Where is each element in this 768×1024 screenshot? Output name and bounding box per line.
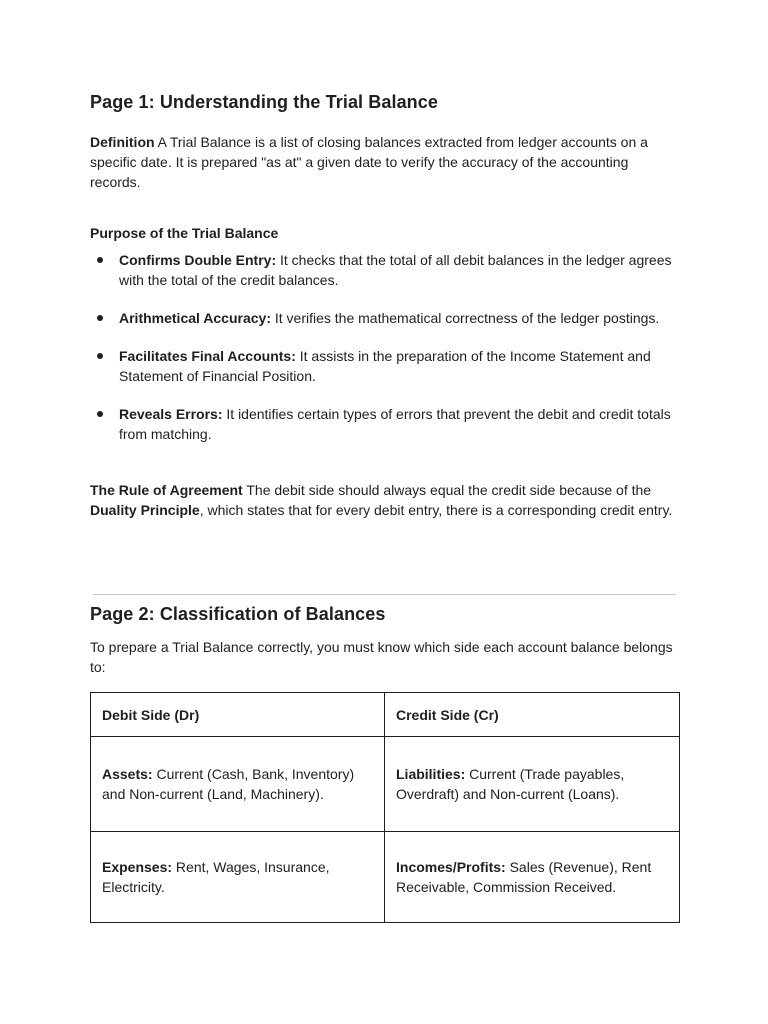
cell-label: Expenses: [102, 859, 173, 875]
table-cell [385, 737, 680, 832]
purpose-label: Arithmetical Accuracy: [119, 310, 271, 326]
purpose-label: Reveals Errors: [119, 406, 223, 422]
definition-label: Definition [90, 134, 155, 150]
intro-paragraph: To prepare a Trial Balance correctly, you must know which side each account balance belongs to: [90, 639, 673, 675]
table-cell [385, 832, 680, 923]
cell-text: Current (Trade payables, Overdraft) and Non-current (Loans). [396, 766, 625, 802]
list-item [90, 308, 680, 328]
cell-text: Sales (Revenue), Rent Receivable, Commission Received. [396, 859, 652, 895]
cell-label: Incomes/Profits: [396, 859, 506, 875]
table-row [91, 832, 680, 923]
purpose-text: It verifies the mathematical correctness of the ledger postings. [270, 310, 660, 326]
bullet-icon [97, 411, 103, 417]
rule-paragraph [90, 480, 680, 520]
page1-heading: Page 1: Understanding the Trial Balance [90, 92, 438, 112]
rule-text-after: , which states that for every debit entry, there is a corresponding credit entry. [199, 502, 673, 518]
rule-label: The Rule of Agreement [90, 482, 243, 498]
definition-paragraph [90, 132, 680, 192]
table-cell [91, 737, 385, 832]
list-item [90, 250, 680, 290]
cell-label: Liabilities: [396, 766, 466, 782]
purpose-label: Confirms Double Entry: [119, 252, 277, 268]
purpose-text: It identifies certain types of errors that prevent the debit and credit totals from matching. [119, 406, 671, 442]
table-header-row [91, 693, 680, 737]
list-item [90, 346, 680, 386]
section-divider [93, 594, 676, 595]
purpose-list [90, 250, 680, 462]
rule-text-before: The debit side should always equal the credit side because of the [242, 482, 652, 498]
purpose-text: It checks that the total of all debit balances in the ledger agrees with the total of the credit balances. [119, 252, 672, 288]
duality-principle: Duality Principle [90, 502, 200, 518]
cell-text: Current (Cash, Bank, Inventory) and Non-current (Land, Machinery). [102, 766, 355, 802]
purpose-label: Facilitates Final Accounts: [119, 348, 296, 364]
list-item [90, 404, 680, 444]
cell-label: Assets: [102, 766, 153, 782]
bullet-icon [97, 353, 103, 359]
bullet-icon [97, 257, 103, 263]
purpose-text: It assists in the preparation of the Income Statement and Statement of Financial Position. [119, 348, 651, 384]
classification-table [90, 692, 680, 923]
table-cell [91, 832, 385, 923]
debit-header: Debit Side (Dr) [91, 693, 385, 737]
definition-text: A Trial Balance is a list of closing balances extracted from ledger accounts on a specific date. It is prepared "as at" a given date to verify the accuracy of the accounting records. [90, 134, 648, 190]
table-row [91, 737, 680, 832]
credit-header: Credit Side (Cr) [385, 693, 680, 737]
page2-heading: Page 2: Classification of Balances [90, 604, 386, 624]
purpose-heading: Purpose of the Trial Balance [90, 225, 279, 241]
cell-text: Rent, Wages, Insurance, Electricity. [102, 859, 330, 895]
bullet-icon [97, 315, 103, 321]
